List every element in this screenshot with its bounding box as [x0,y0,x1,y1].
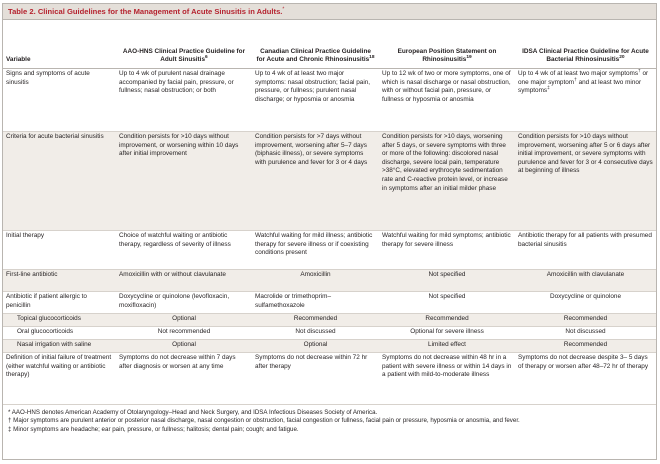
cell-european: Condition persists for >10 days, worsening after 5 days, or severe symptoms with three or more of the following: discolored nasal discharge, severe local pain, temperature >38°C, elevated erythrocyte sedimentation rate and C-reactive protein level, or increase in symptoms after an initial milder phase [379,131,515,230]
cell-variable: First-line antibiotic [3,269,116,291]
cell-idsa: Condition persists for >10 days without improvement, worsening after 5 or 6 days after initial improvement, or severe symptoms with purulence and fever for 3 or 4 consecutive days at beginning of illness [515,131,656,230]
cell-european: Optional for severe illness [410,328,484,335]
table-row-first-line [3,269,656,291]
footnote-minor-symptoms: ‡ Minor symptoms are headache; ear pain, pressure, or fullness; halitosis; dental pain; cough; and fatigue. [8,425,299,433]
dagger-mark: † [638,68,641,74]
dagger-mark: † [574,77,577,83]
table-title-bar [3,4,656,20]
cell-aao: Amoxicillin with or without clavulanate [116,269,252,291]
guidelines-table [3,20,656,405]
cell-canadian: Watchful waiting for mild illness; antibiotic therapy for severe illness or if coexisting conditions present [255,232,373,257]
ref-idsa: 20 [619,55,625,61]
cell-idsa: Recommended [515,313,656,326]
cell-aao: Choice of watchful waiting or antibiotic therapy, regardless of severity of illness [119,232,231,248]
cell-variable: Topical glucocorticoids [3,313,116,326]
table-row-criteria [3,131,656,230]
cell-canadian: Condition persists for >7 days without improvement, worsening after 5–7 days (biphasic illness), or severe symptoms with purulence and fever for 3 or 4 days [252,131,379,230]
header-variable: Variable [6,56,31,64]
cell-canadian: Symptoms do not decrease within 72 hr after therapy [255,354,368,370]
cell-european: Watchful waiting for mild symptoms; antibiotic therapy for severe illness [382,232,511,248]
cell-european: Recommended [379,313,515,326]
double-dagger-mark: ‡ [547,86,550,92]
table-title-mark: * [282,6,285,13]
cell-european: Not specified [428,293,466,300]
cell-aao: Optional [116,339,252,352]
cell-idsa: Recommended [515,339,656,352]
table-row-topical-glucocorticoids [3,313,656,326]
table-row-treatment-failure [3,352,656,404]
header-european: European Position Statement on Rhinosinusitis$^{19}$ [397,48,497,64]
header-canadian: Canadian Clinical Practice Guideline for Acute and Chronic Rhinosinusitis$^{18}$ [256,48,375,64]
cell-idsa: Symptoms do not decrease despite 3– 5 days of therapy or worsen after 48–72 hr of therapy [518,354,649,370]
cell-variable: Initial therapy [6,232,45,239]
footnote-abbreviations: * AAO-HNS denotes American Academy of Otolaryngology–Head and Neck Surgery, and IDSA Infectious Diseases Society of America. [8,408,378,416]
cell-variable: Antibiotic if patient allergic to penicillin [6,293,87,309]
ref-canadian: 18 [369,55,375,61]
cell-canadian: Optional [252,339,379,352]
cell-aao: Doxycycline or quinolone (levofloxacin, moxifloxacin) [119,293,230,309]
cell-idsa: Up to 4 wk of at least two major symptoms† or one major symptom† and at least two minor symptoms‡ [518,68,649,95]
cell-european: Up to 12 wk of two or more symptoms, one of which is nasal discharge or nasal obstruction, with or without facial pain, pressure, or fullness or hyposmia or anosmia [382,70,511,103]
table-row-initial-therapy [3,230,656,269]
table-header-row [3,20,656,68]
header-aao-hns: AAO-HNS Clinical Practice Guideline for Adult Sinusitis$^6$ [122,48,246,64]
clinical-guidelines-table-panel [2,3,657,460]
cell-aao: Optional [116,313,252,326]
cell-aao: Not recommended [157,328,211,335]
cell-canadian: Amoxicillin [252,269,379,291]
cell-variable: Criteria for acute bacterial sinusitis [3,131,116,230]
cell-european: Not specified [379,269,515,291]
cell-idsa: Not discussed [565,328,606,335]
footnote-major-symptoms: † Major symptoms are purulent anterior or posterior nasal discharge, nasal congestion or obstruction, facial congestion or fullness, facial pain or pressure, hyposmia or anosmia, and fever. [8,417,520,424]
table-row-penicillin-allergy [3,291,656,313]
cell-idsa: Doxycycline or quinolone [549,293,622,300]
cell-european: Limited effect [379,339,515,352]
cell-aao: Up to 4 wk of purulent nasal drainage accompanied by facial pain, pressure, or fullness; nasal obstruction; or both [119,70,234,95]
cell-canadian: Recommended [252,313,379,326]
ref-aao: 6 [205,55,208,61]
cell-idsa: Amoxicillin with clavulanate [515,269,656,291]
ref-european: 19 [466,55,472,61]
table-row-nasal-irrigation [3,339,656,352]
cell-aao: Condition persists for >10 days without improvement, or worsening within 10 days after initial improvement [116,131,252,230]
table-row-oral-glucocorticoids [3,326,656,339]
cell-variable: Signs and symptoms of acute sinusitis [6,70,90,86]
table-title: Table 2. Clinical Guidelines for the Management of Acute Sinusitis in Adults. [8,7,283,16]
table-row-signs [3,68,656,131]
table-footnotes [3,405,656,434]
cell-aao: Symptoms do not decrease within 7 days after diagnosis or worsen at any time [119,354,236,370]
cell-variable: Definition of initial failure of treatment (either watchful waiting or antibiotic therapy) [6,354,112,379]
cell-variable: Nasal irrigation with saline [3,339,116,352]
cell-canadian: Not discussed [295,328,336,335]
header-idsa: IDSA Clinical Practice Guideline for Acute Bacterial Rhinosinusitis$^{20}$ [522,48,649,64]
cell-canadian: Macrolide or trimethoprim–sulfamethoxazole [255,293,332,309]
cell-european: Symptoms do not decrease within 48 hr in a patient with severe illness or within 14 days in a patient with mild-to-moderate illness [382,354,512,379]
cell-idsa: Antibiotic therapy for all patients with presumed bacterial sinusitis [518,232,652,248]
cell-variable: Oral glucocorticoids [17,328,74,335]
cell-canadian: Up to 4 wk of at least two major symptoms: nasal obstruction; facial pain, pressure, or fullness; purulent nasal discharge; or hyposmia or anosmia [255,70,371,103]
